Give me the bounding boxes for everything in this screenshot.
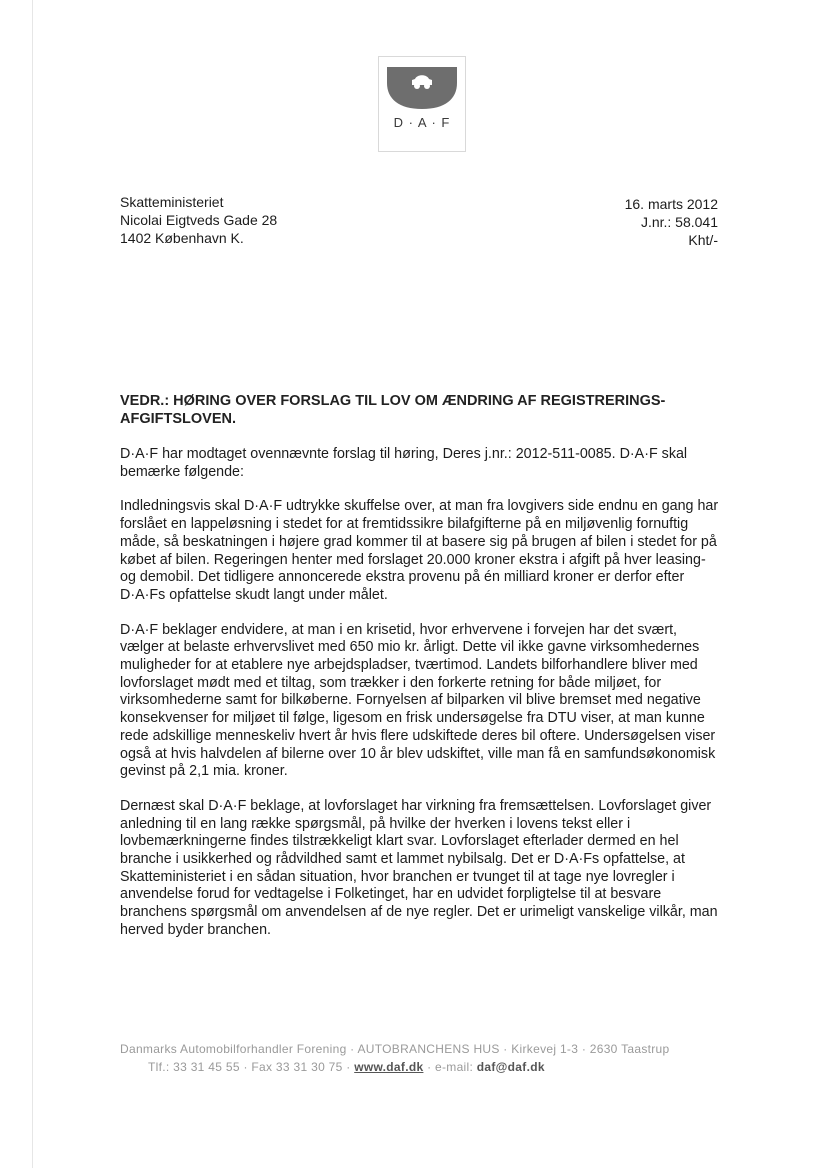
recipient-city: 1402 København K.	[120, 230, 244, 246]
letter-date: 16. marts 2012	[624, 196, 718, 212]
subject-line-2: AFGIFTSLOVEN.	[120, 411, 236, 427]
paragraph-1: D·A·F har modtaget ovennævnte forslag til høring, Deres j.nr.: 2012-511-0085. D·A·F skal bemærke følgende:	[120, 446, 688, 480]
recipient-name: Skatteministeriet	[120, 194, 224, 210]
sender-initials: Kht/-	[688, 232, 718, 248]
recipient-street: Nicolai Eigtveds Gade 28	[120, 212, 278, 228]
daf-car-logo-icon	[385, 61, 459, 115]
daf-logo	[378, 56, 466, 152]
footer-address: Danmarks Automobilforhandler Forening · AUTOBRANCHENS HUS · Kirkevej 1-3 · 2630 Taastrup	[120, 1042, 670, 1056]
letter-footer	[120, 1040, 720, 1076]
letter-subject	[120, 392, 720, 428]
logo-text: D · A · F	[393, 115, 451, 130]
paragraph-2: Indledningsvis skal D·A·F udtrykke skuffelse over, at man fra lovgivers side endnu en gang har forslået en lappeløsning i stedet for at fremtidssikre bilafgifterne på en miljøvenlig fornuftig måde, så beskatningen i højere grad kommer til at basere sig på brugen af bilen i stedet for på købet af bilen. Regeringen henter med forslaget 20.000 kroner ekstra i afgift på hver leasing- og demobil. Det tidligere annoncerede ekstra provenu på én milliard kroner er derfor efter D·A·Fs opfattelse skudt langt under målet.	[120, 498, 719, 603]
letter-body	[120, 446, 724, 957]
scan-edge-line	[32, 0, 33, 1168]
recipient-address	[120, 193, 277, 247]
paragraph-3: D·A·F beklager endvidere, at man i en krisetid, hvor erhvervene i forvejen har det svært, vælger at belaste erhvervslivet med 650 mio kr. årligt. Dette vil ikke gavne virksomhedernes muligheder for at etablere nye arbejdspladser, tværtimod. Landets bilforhandlere bliver med lovforslaget mødt med et tiltag, som trækker i den forkerte retning for både miljøet, for virksomhederne samt for bilkøberne. Fornyelsen af bilparken vil blive bremset med negative konsekvenser for miljøet til følge, ligesom en frisk undersøgelse fra DTU viser, at man kunne rede adskillige menneskeliv hvert år hvis flere udskiftede deres bil oftere. Undersøgelsen viser også at hvis halvdelen af bilerne over 10 år blev udskiftet, ville man få en samfundsøkonomisk gevinst på 2,1 mia. kroner.	[120, 621, 716, 780]
footer-phone-fax: Tlf.: 33 31 45 55 · Fax 33 31 30 75 ·	[148, 1060, 351, 1074]
footer-contact	[148, 1058, 720, 1076]
paragraph-4: Dernæst skal D·A·F beklage, at lovforslaget har virkning fra fremsættelsen. Lovforslaget giver anledning til en lang række spørgsmål, på hvilke der hverken i lovens tekst eller i lovbemærkningerne findes tilstrækkeligt klart svar. Lovforslaget efterlader dermed en hel branche i usikkerhed og rådvildhed samt et lammet nybilsalg. Det er D·A·Fs opfattelse, at Skatteministeriet i en sådan situation, hvor branchen er tvunget til at tage nye lovregler i anvendelse forud for vedtagelse i Folketinget, har en udvidet forpligtelse til at besvare branchens spørgsmål om anvendelsen af de nye regler. Det er urimeligt vanskelige vilkår, man herved byder branchen.	[120, 797, 718, 938]
footer-email-link[interactable]: daf@daf.dk	[476, 1060, 545, 1074]
subject-line-1: VEDR.: HØRING OVER FORSLAG TIL LOV OM ÆNDRING AF REGISTRERINGS-	[120, 393, 666, 409]
footer-website-link[interactable]: www.daf.dk	[354, 1060, 424, 1074]
journal-number: J.nr.: 58.041	[640, 214, 718, 230]
letter-meta	[625, 195, 718, 249]
footer-email-label: · e-mail:	[427, 1060, 474, 1074]
